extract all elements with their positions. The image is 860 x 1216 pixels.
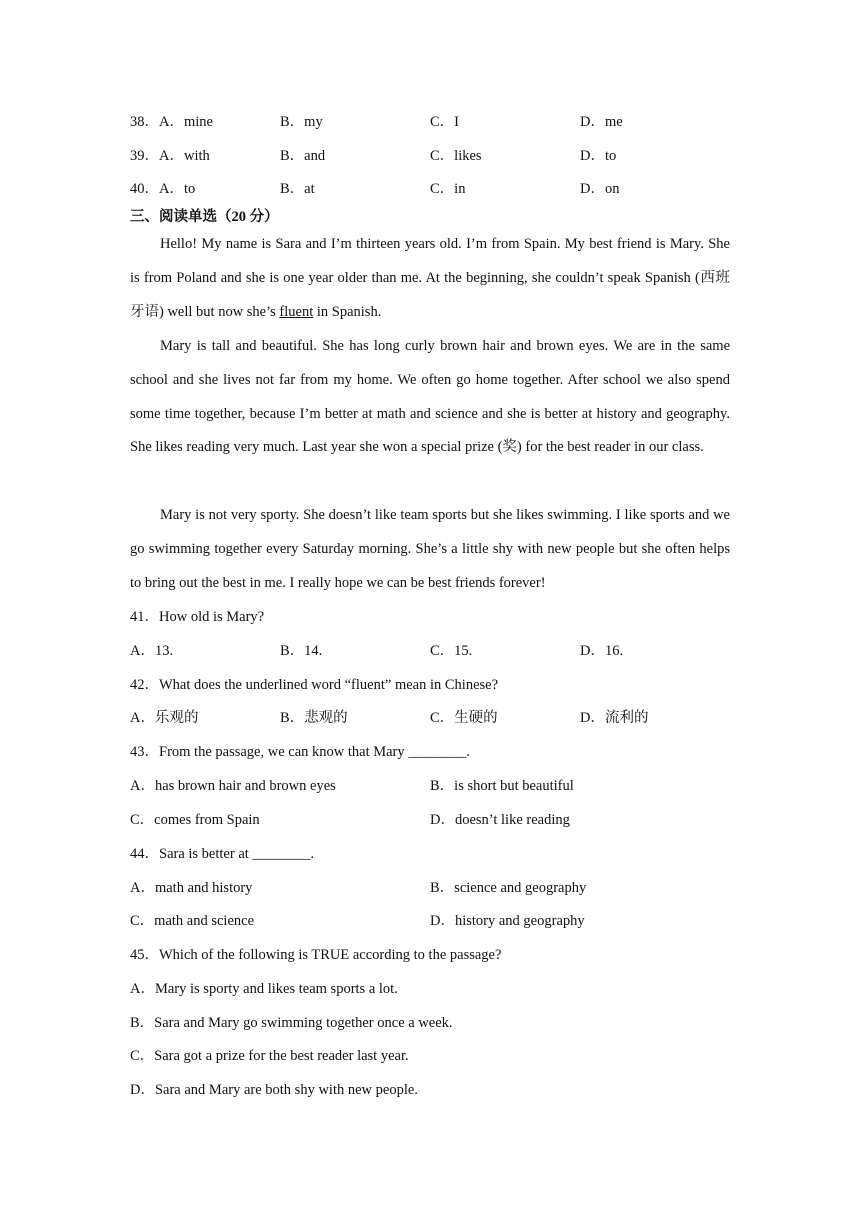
option-a: A．Mary is sporty and likes team sports a lot. [130,981,398,997]
question-42-stem: 42．What does the underlined word “fluent” mean in Chinese? [130,677,499,693]
option-c: C．math and science [130,913,255,929]
question-number: 40． [130,181,159,197]
option-d: D．Sara and Mary are both shy with new people. [130,1082,418,1098]
option-a: 40．A．to [130,181,196,197]
underlined-word: fluent [279,303,314,320]
option-a: A．math and history [130,880,253,896]
option-b: B．my [280,114,323,130]
option-c: C．I [430,114,459,130]
option-c: C．in [430,181,466,197]
option-a: A．乐观的 [130,710,199,726]
option-b: B．science and geography [430,880,587,896]
option-c: C．comes from Spain [130,812,260,828]
option-b: B．14. [280,643,323,659]
option-d: D．doesn’t like reading [430,812,570,828]
question-number: 39． [130,148,159,164]
question-45-stem: 45．Which of the following is TRUE according to the passage? [130,947,502,963]
option-d: D．me [580,114,623,130]
option-d: D．16. [580,643,624,659]
option-c: C．15. [430,643,473,659]
passage-paragraph-2: Mary is tall and beautiful. She has long curly brown hair and brown eyes. We are in the same school and she lives not far from my home. We often go home together. After school we also spend some time together, because I’m better at math and science and she is better at history and geography. She likes reading very much. Last year she won a special prize (奖) for the best reader in our class. [130,338,730,456]
option-d: D．on [580,181,620,197]
question-41-stem: 41．How old is Mary? [130,609,265,625]
option-a: 38．A．mine [130,114,213,130]
option-a: A．has brown hair and brown eyes [130,778,336,794]
option-a: 39．A．with [130,148,210,164]
option-d: D．流利的 [580,710,649,726]
option-a: A．13. [130,643,174,659]
passage-paragraph-1: Hello! My name is Sara and I’m thirteen years old. I’m from Spain. My best friend is Mary. She is from Poland and she is one year older than me. At the beginning, she couldn’t speak Spanish (西班牙语) well but now she’s fluent in Spanish. [130,236,730,320]
question-43-stem: 43．From the passage, we can know that Mary ________. [130,744,470,760]
passage-paragraph-3: Mary is not very sporty. She doesn’t like team sports but she likes swimming. I like sports and we go swimming together every Saturday morning. She’s a little shy with new people but she often helps to bring out the best in me. I really hope we can be best friends forever! [130,507,730,591]
option-b: B．Sara and Mary go swimming together once a week. [130,1015,453,1031]
option-b: B．and [280,148,326,164]
option-c: C．likes [430,148,482,164]
question-44-stem: 44．Sara is better at ________. [130,846,315,862]
question-number: 38． [130,114,159,130]
option-c: C．生硬的 [430,710,498,726]
option-b: B．悲观的 [280,710,348,726]
option-d: D．to [580,148,617,164]
option-c: C．Sara got a prize for the best reader last year. [130,1048,409,1064]
option-d: D．history and geography [430,913,585,929]
option-b: B．is short but beautiful [430,778,574,794]
section-heading: 三、阅读单选（20 分） [130,209,279,225]
option-b: B．at [280,181,315,197]
